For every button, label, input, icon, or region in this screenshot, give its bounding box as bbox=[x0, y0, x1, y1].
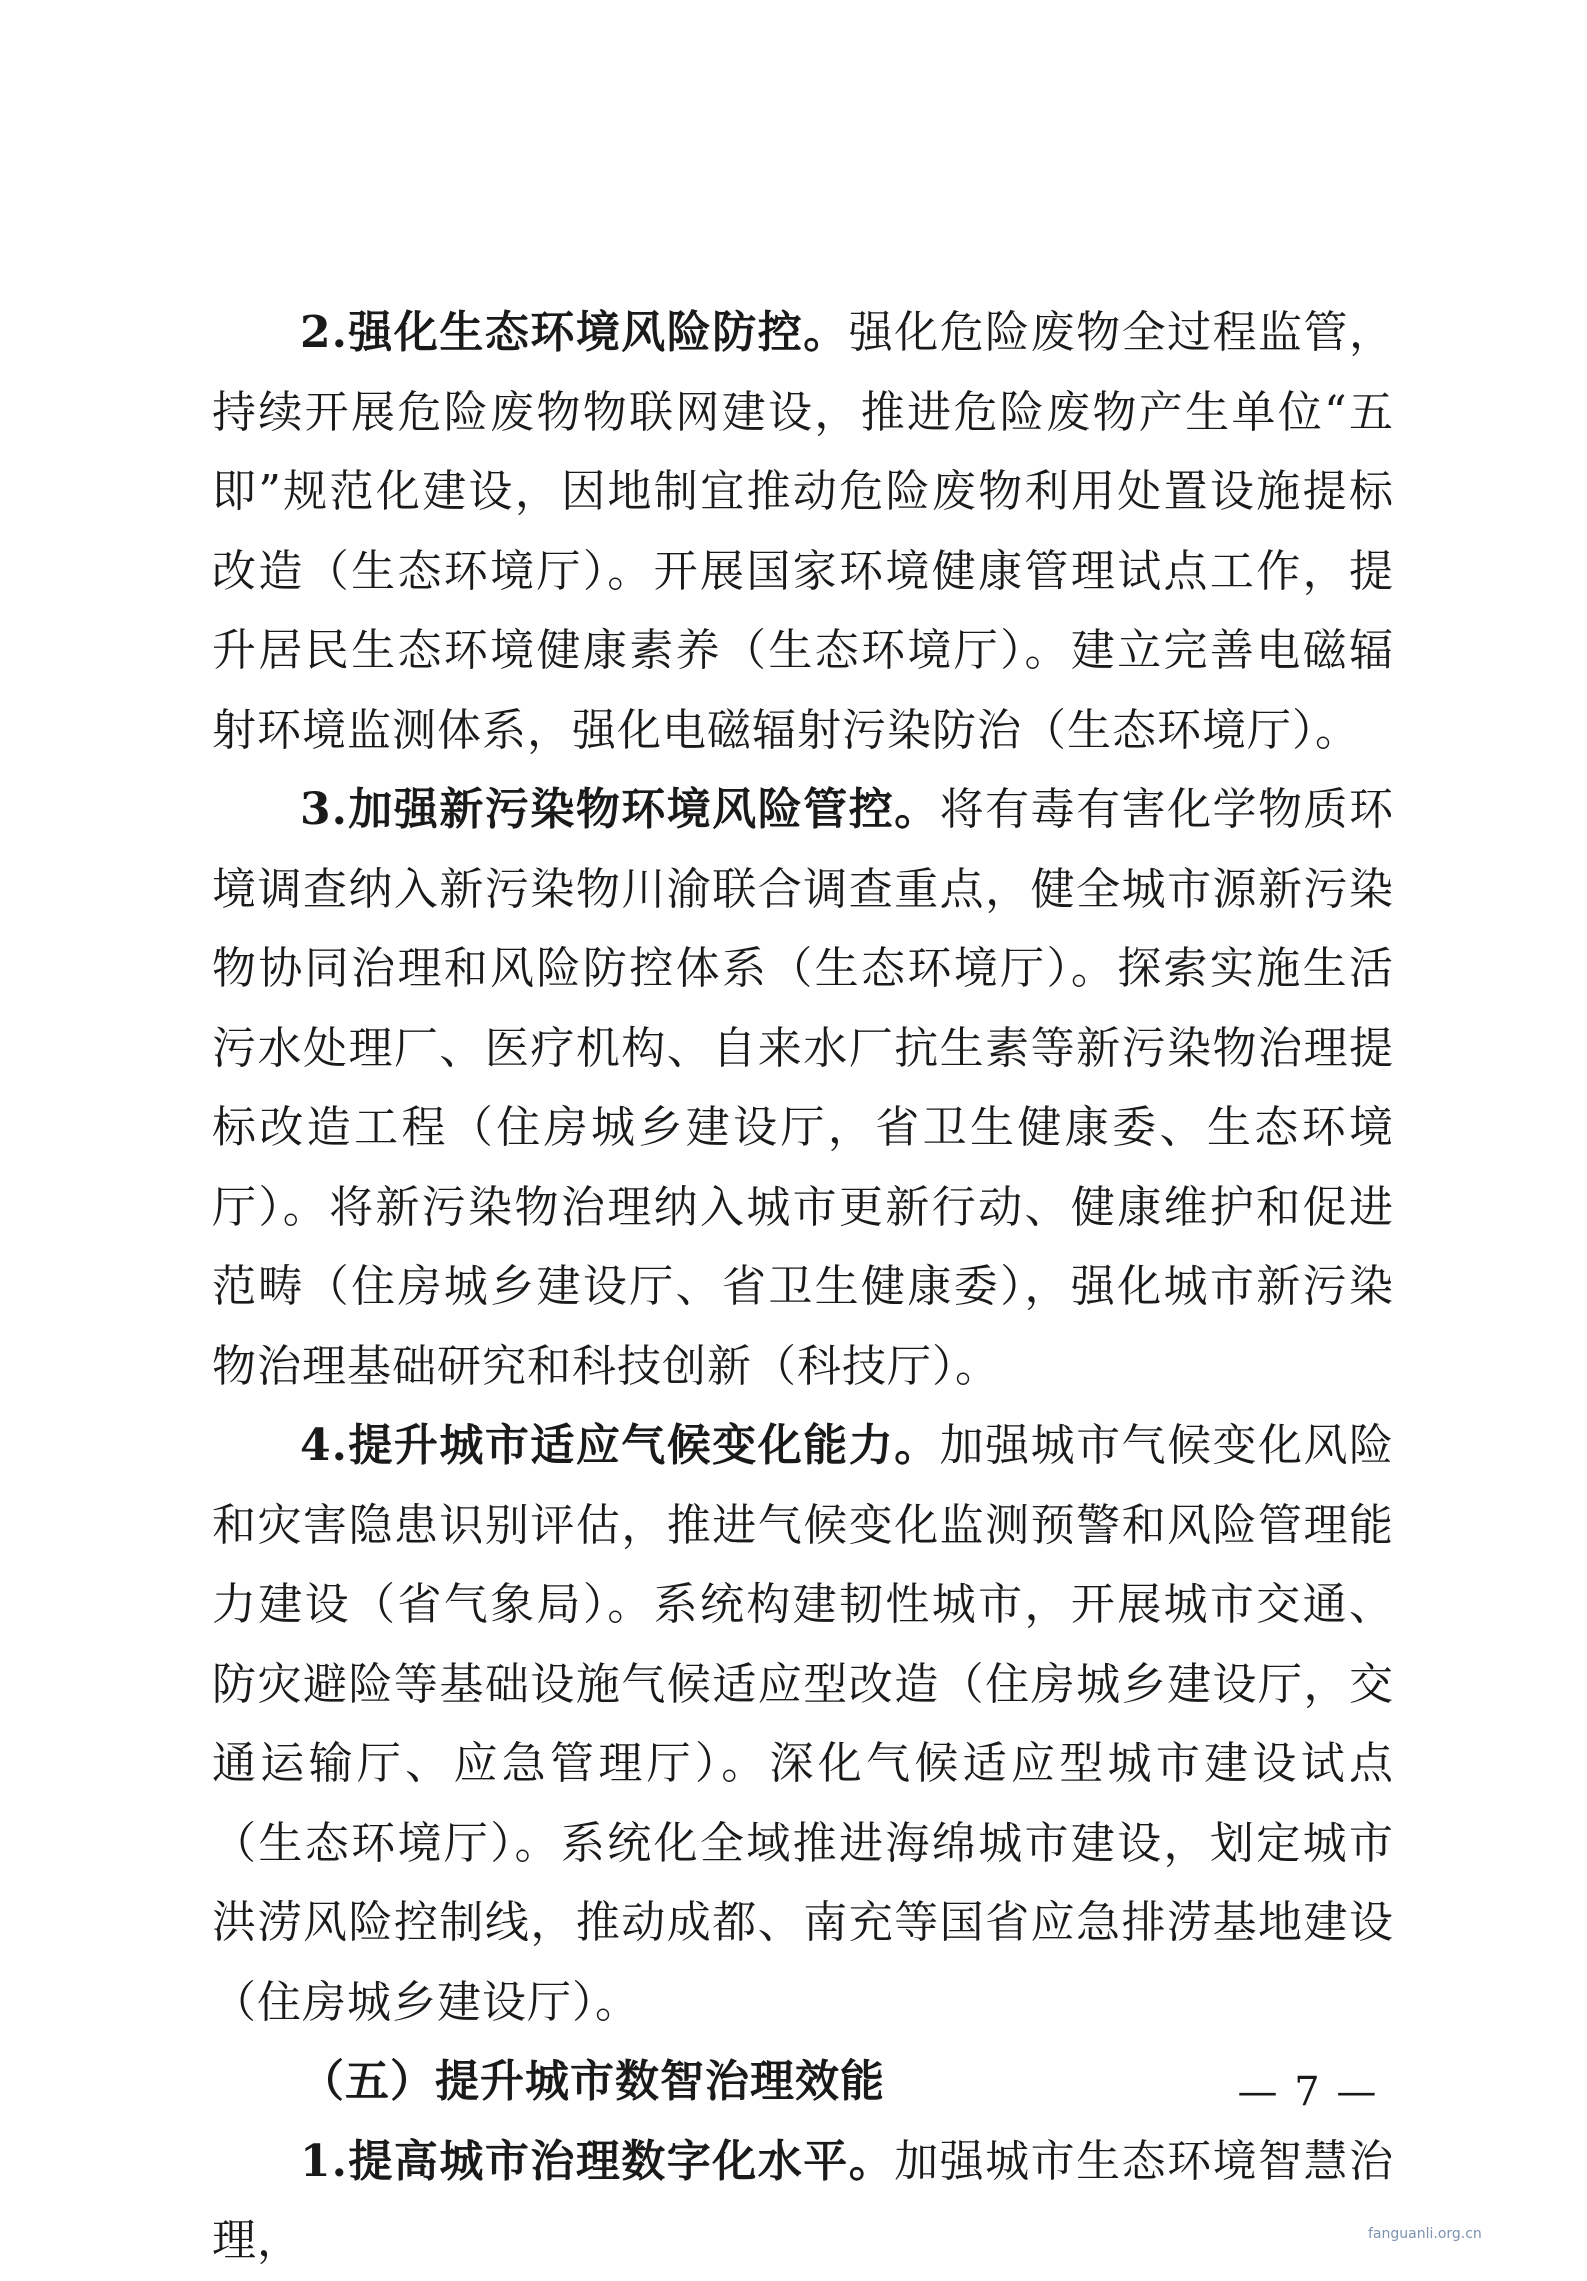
document-body bbox=[212, 293, 1394, 2281]
paragraph-lead: 强化生态环境风险防控。 bbox=[347, 307, 849, 358]
paragraph-new-pollutants bbox=[212, 770, 1394, 1406]
page-number: — 7 — bbox=[1237, 2069, 1379, 2115]
section-heading: （五）提升城市数智治理效能 bbox=[300, 2056, 885, 2107]
paragraph-number: 2. bbox=[300, 307, 348, 358]
paragraph-lead: 提高城市治理数字化水平。 bbox=[347, 2135, 895, 2187]
paragraph-text: 强化危险废物全过程监管，持续开展危险废物物联网建设，推进危险废物产生单位“五即”规范化建设，因地制宜推动危险废物利用处置设施提标改造（生态环境厅）。开展国家环境健康管理试点工作，提升居民生态环境健康素养（生态环境厅）。建立完善电磁辐射环境监测体系，强化电磁辐射污染防治（生态环境厅）。 bbox=[212, 307, 1395, 756]
paragraph-text: 加强城市气候变化风险和灾害隐患识别评估，推进气候变化监测预警和风险管理能力建设（省气象局）。系统构建韧性城市，开展城市交通、防灾避险等基础设施气候适应型改造（住房城乡建设厅，交通运输厅、应急管理厅）。深化气候适应型城市建设试点（生态环境厅）。系统化全域推进海绵城市建设，划定城市洪涝风险控制线，推动成都、南充等国省应急排涝基地建设（住房城乡建设厅）。 bbox=[212, 1420, 1394, 2028]
paragraph-climate-adaptation bbox=[212, 1406, 1394, 2042]
paragraph-number: 3. bbox=[300, 784, 348, 835]
paragraph-lead: 加强新污染物环境风险管控。 bbox=[347, 784, 940, 835]
paragraph-number: 1. bbox=[300, 2135, 348, 2187]
paragraph-lead: 提升城市适应气候变化能力。 bbox=[347, 1420, 940, 1471]
watermark: fanguanli.org.cn bbox=[1368, 2226, 1482, 2242]
paragraph-text: 加强城市生态环境智慧治理， bbox=[212, 2135, 1395, 2266]
paragraph-text: 将有毒有害化学物质环境调查纳入新污染物川渝联合调查重点，健全城市源新污染物协同治理和风险防控体系（生态环境厅）。探索实施生活污水处理厂、医疗机构、自来水厂抗生素等新污染物治理提标改造工程（住房城乡建设厅，省卫生健康委、生态环境厅）。将新污染物治理纳入城市更新行动、健康维护和促进范畴（住房城乡建设厅、省卫生健康委），强化城市新污染物治理基础研究和科技创新（科技厅）。 bbox=[212, 784, 1394, 1392]
paragraph-digital-governance bbox=[212, 2122, 1394, 2281]
paragraph-number: 4. bbox=[300, 1420, 348, 1471]
paragraph-risk-control bbox=[212, 293, 1394, 770]
